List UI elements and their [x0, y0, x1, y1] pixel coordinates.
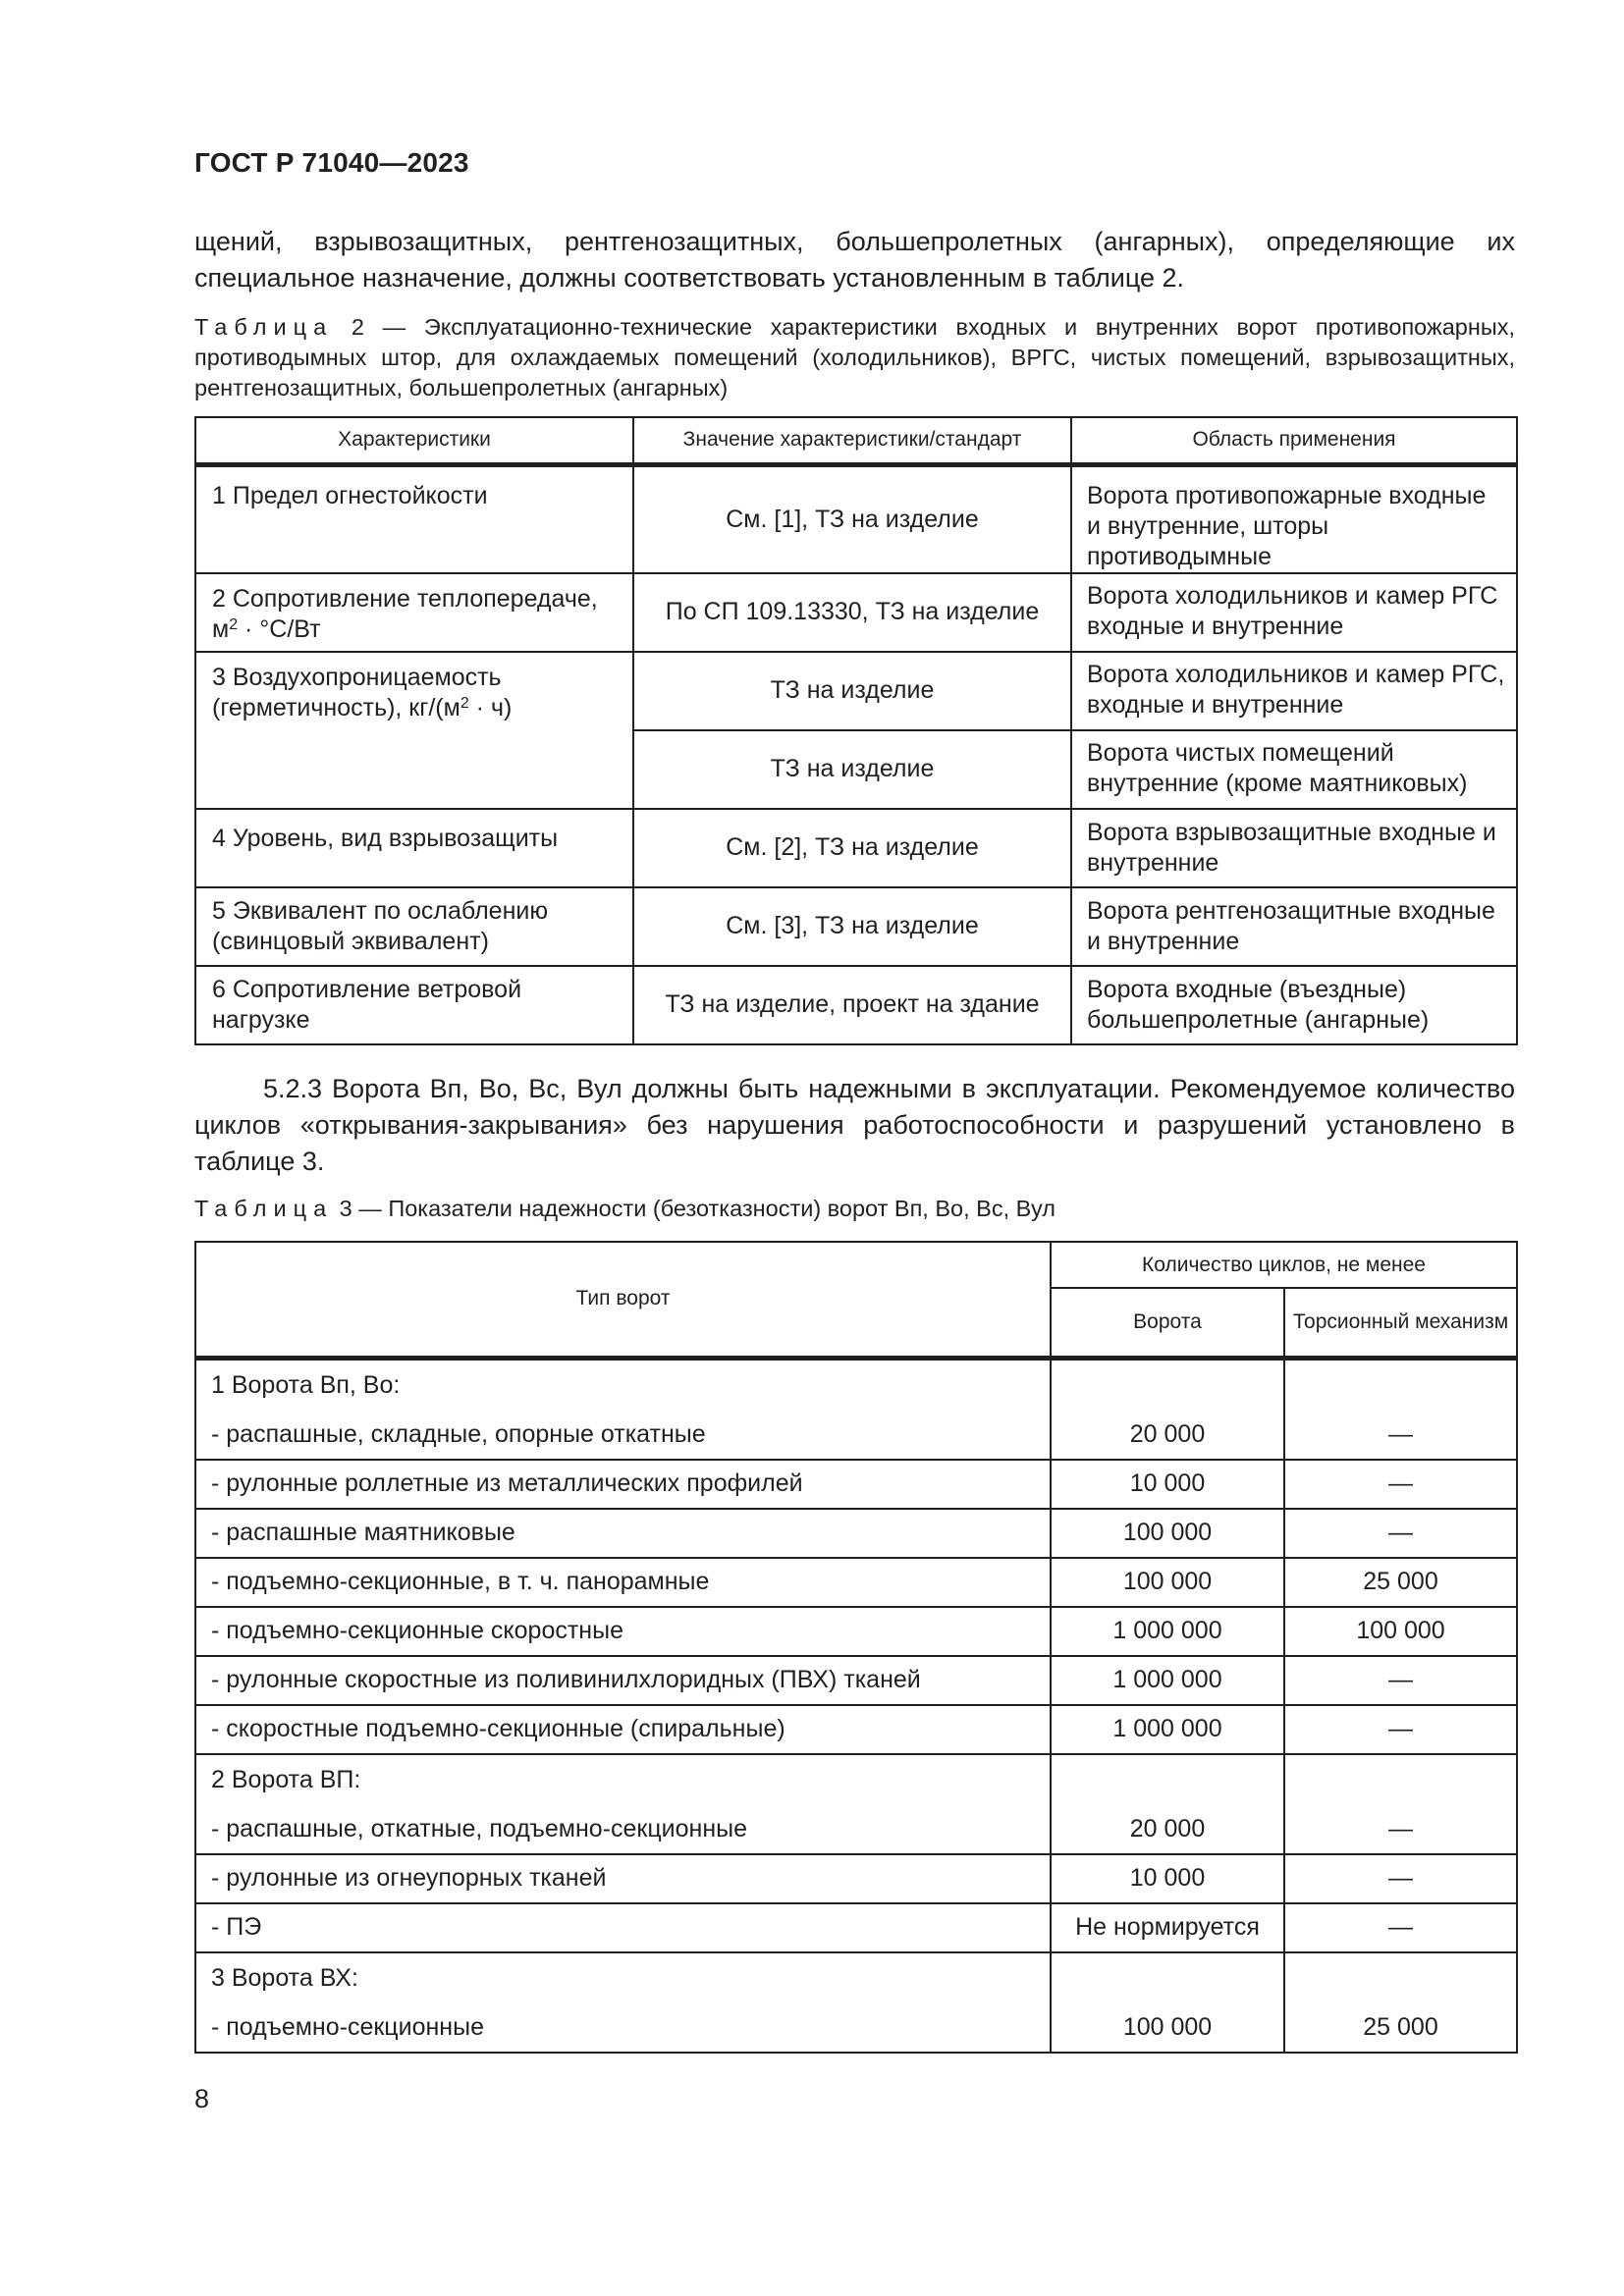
table3-row-type: - распашные, откатные, подъемно-секционные — [211, 1814, 748, 1842]
table2-cell-name-part: 2 Сопротивление теплопередаче, м — [212, 584, 598, 643]
table3-cell-torsion: — — [1284, 1854, 1517, 1903]
table3-cell-torsion: 25 000 — [1284, 1558, 1517, 1607]
table3-row — [195, 1460, 1517, 1509]
table2-cell-value: ТЗ на изделие — [633, 730, 1071, 809]
page-number: 8 — [194, 2084, 210, 2113]
table3-cell-type: - рулонные скоростные из поливинилхлоридных (ПВХ) тканей — [195, 1656, 1051, 1705]
table2-cell-area: Ворота рентгенозащитные входные и внутренние — [1071, 887, 1517, 966]
table3-row-type: - подъемно-секционные — [211, 2012, 484, 2041]
table3-cell-type: - подъемно-секционные скоростные — [195, 1607, 1051, 1656]
table3-cell-gate — [1051, 1358, 1284, 1460]
table2-row — [195, 652, 1517, 730]
table2-cell-area: Ворота чистых помещений внутренние (кроме маятниковых) — [1071, 730, 1517, 809]
table3-cell-type: - рулонные из огнеупорных тканей — [195, 1854, 1051, 1903]
table3-header-gate: Ворота — [1051, 1288, 1284, 1358]
table2-cell-name-sup: 2 — [460, 694, 469, 712]
table2-row — [195, 464, 1517, 573]
table3-cell-type: - распашные маятниковые — [195, 1509, 1051, 1558]
table2-cell-name — [195, 573, 633, 652]
table2-label: Таблица — [194, 314, 334, 340]
table3-cell-gate: Не нормируется — [1051, 1903, 1284, 1952]
table3-header-row — [195, 1242, 1517, 1288]
table2-row — [195, 809, 1517, 887]
table3-row-torsion: — — [1388, 1814, 1413, 1842]
intro-paragraph: щений, взрывозащитных, рентгенозащитных, большепролетных (ангарных), определяющие их специальное назначение, должны соответствовать установленным в таблице 2. — [194, 227, 1515, 293]
table3-row — [195, 1854, 1517, 1903]
table3-group-title: 3 Ворота ВХ: — [211, 1963, 358, 1992]
table2-cell-area: Ворота холодильников и камер РГС входные и внутренние — [1071, 573, 1517, 652]
table2-cell-area: Ворота холодильников и камер РГС, входные и внутренние — [1071, 652, 1517, 730]
table2-cell-name-part: 3 Воздухопроницаемость (герметичность), кг/(м — [212, 663, 502, 721]
table2-cell-value: ТЗ на изделие — [633, 652, 1071, 730]
table3-cell-gate — [1051, 1754, 1284, 1854]
table3-cell-torsion — [1284, 1952, 1517, 2053]
table3-cell-torsion: — — [1284, 1705, 1517, 1754]
table3-cell-gate: 10 000 — [1051, 1460, 1284, 1509]
table3-row-type: - распашные, складные, опорные откатные — [211, 1419, 706, 1448]
table3-group-title: 1 Ворота Вп, Во: — [211, 1370, 401, 1399]
table3-cell-torsion — [1284, 1358, 1517, 1460]
table3-cell-gate: 10 000 — [1051, 1854, 1284, 1903]
table3-label: Таблица — [194, 1196, 334, 1221]
table2-row — [195, 966, 1517, 1044]
table3-cell-torsion: — — [1284, 1656, 1517, 1705]
table2-caption — [194, 312, 1515, 403]
table3-row — [195, 1903, 1517, 1952]
table2-cell-name-sup: 2 — [229, 615, 239, 633]
table2-cell-area: Ворота входные (въездные) большепролетные (ангарные) — [1071, 966, 1517, 1044]
table2-header-value: Значение характеристики/стандарт — [633, 417, 1071, 464]
table3-row — [195, 1509, 1517, 1558]
table2-header-characteristics: Характеристики — [195, 417, 633, 464]
table3-caption-text: 3 — Показатели надежности (безотказности) ворот Вп, Во, Вс, Вул — [333, 1196, 1056, 1221]
table3-cell-type — [195, 1358, 1051, 1460]
table3-cell-torsion: — — [1284, 1509, 1517, 1558]
table3-cell-gate: 1 000 000 — [1051, 1607, 1284, 1656]
table3-row-gate: 20 000 — [1129, 1419, 1206, 1448]
table2-cell-name: 5 Эквивалент по ослаблению (свинцовый эквивалент) — [195, 887, 633, 966]
table3-row — [195, 1705, 1517, 1754]
table2 — [194, 416, 1518, 1045]
table3-row-torsion: 25 000 — [1363, 2012, 1438, 2041]
table3-cell-gate: 100 000 — [1051, 1509, 1284, 1558]
table2-cell-name-part: · ч) — [468, 693, 513, 721]
table2-cell-name: 6 Сопротивление ветровой нагрузке — [195, 966, 633, 1044]
table2-row — [195, 573, 1517, 652]
table3-cell-torsion: 100 000 — [1284, 1607, 1517, 1656]
table2-cell-area: Ворота взрывозащитные входные и внутренние — [1071, 809, 1517, 887]
table3-group-title: 2 Ворота ВП: — [211, 1765, 361, 1793]
table3-header-type: Тип ворот — [195, 1242, 1051, 1358]
table3-row — [195, 1558, 1517, 1607]
table3-cell-gate: 1 000 000 — [1051, 1705, 1284, 1754]
table2-header-area: Область применения — [1071, 417, 1517, 464]
table2-cell-name: 4 Уровень, вид взрывозащиты — [195, 809, 633, 887]
table3-header-torsion: Торсионный механизм — [1284, 1288, 1517, 1358]
table3-row — [195, 1754, 1517, 1854]
table3-cell-type: - рулонные роллетные из металлических профилей — [195, 1460, 1051, 1509]
table3-row — [195, 1952, 1517, 2053]
table3-cell-torsion — [1284, 1754, 1517, 1854]
table3-cell-gate — [1051, 1952, 1284, 2053]
table3-cell-gate: 100 000 — [1051, 1558, 1284, 1607]
table3-row — [195, 1656, 1517, 1705]
table3-caption — [194, 1194, 1515, 1224]
table3-cell-type: - подъемно-секционные, в т. ч. панорамные — [195, 1558, 1051, 1607]
table3-row — [195, 1607, 1517, 1656]
table2-caption-text: 2 — Эксплуатационно-технические характеристики входных и внутренних ворот противопожарных, противодымных штор, для охлаждаемых помещений (холодильников), ВРГС, чистых помещений, взрывозащитных, рентгенозащитных, большепролетных (ангарных) — [194, 314, 1515, 400]
table3-header-count: Количество циклов, не менее — [1051, 1242, 1517, 1288]
document-header: ГОСТ Р 71040—2023 — [194, 147, 469, 178]
table2-cell-name — [195, 652, 633, 809]
table3-row-gate: 20 000 — [1129, 1814, 1206, 1842]
table3-row — [195, 1358, 1517, 1460]
table3-cell-torsion: — — [1284, 1460, 1517, 1509]
table2-cell-value: ТЗ на изделие, проект на здание — [633, 966, 1071, 1044]
table3 — [194, 1241, 1518, 2054]
table3-cell-type: - скоростные подъемно-секционные (спиральные) — [195, 1705, 1051, 1754]
table3-cell-torsion: — — [1284, 1903, 1517, 1952]
table2-row — [195, 887, 1517, 966]
table3-cell-type — [195, 1754, 1051, 1854]
table2-cell-value: См. [2], ТЗ на изделие — [633, 809, 1071, 887]
table2-cell-name: 1 Предел огнестойкости — [195, 464, 633, 573]
table3-cell-type: - ПЭ — [195, 1903, 1051, 1952]
table3-cell-gate: 1 000 000 — [1051, 1656, 1284, 1705]
table2-cell-name-part: · °С/Вт — [238, 614, 321, 643]
table2-cell-area: Ворота противопожарные входные и внутренние, шторы противодымные — [1071, 464, 1517, 573]
table2-cell-value: По СП 109.13330, ТЗ на изделие — [633, 573, 1071, 652]
table3-row-torsion: — — [1388, 1419, 1413, 1448]
table2-cell-value: См. [3], ТЗ на изделие — [633, 887, 1071, 966]
section-5-2-3-paragraph: 5.2.3 Ворота Вп, Во, Вс, Вул должны быть надежными в эксплуатации. Рекомендуемое количество циклов «открывания-закрывания» без нарушения работоспособности и разрушений установлено в таблице 3. — [194, 1074, 1515, 1176]
table2-cell-value: См. [1], ТЗ на изделие — [633, 464, 1071, 573]
table3-row-gate: 100 000 — [1122, 2012, 1213, 2041]
table2-header-row — [195, 417, 1517, 464]
table3-cell-type — [195, 1952, 1051, 2053]
